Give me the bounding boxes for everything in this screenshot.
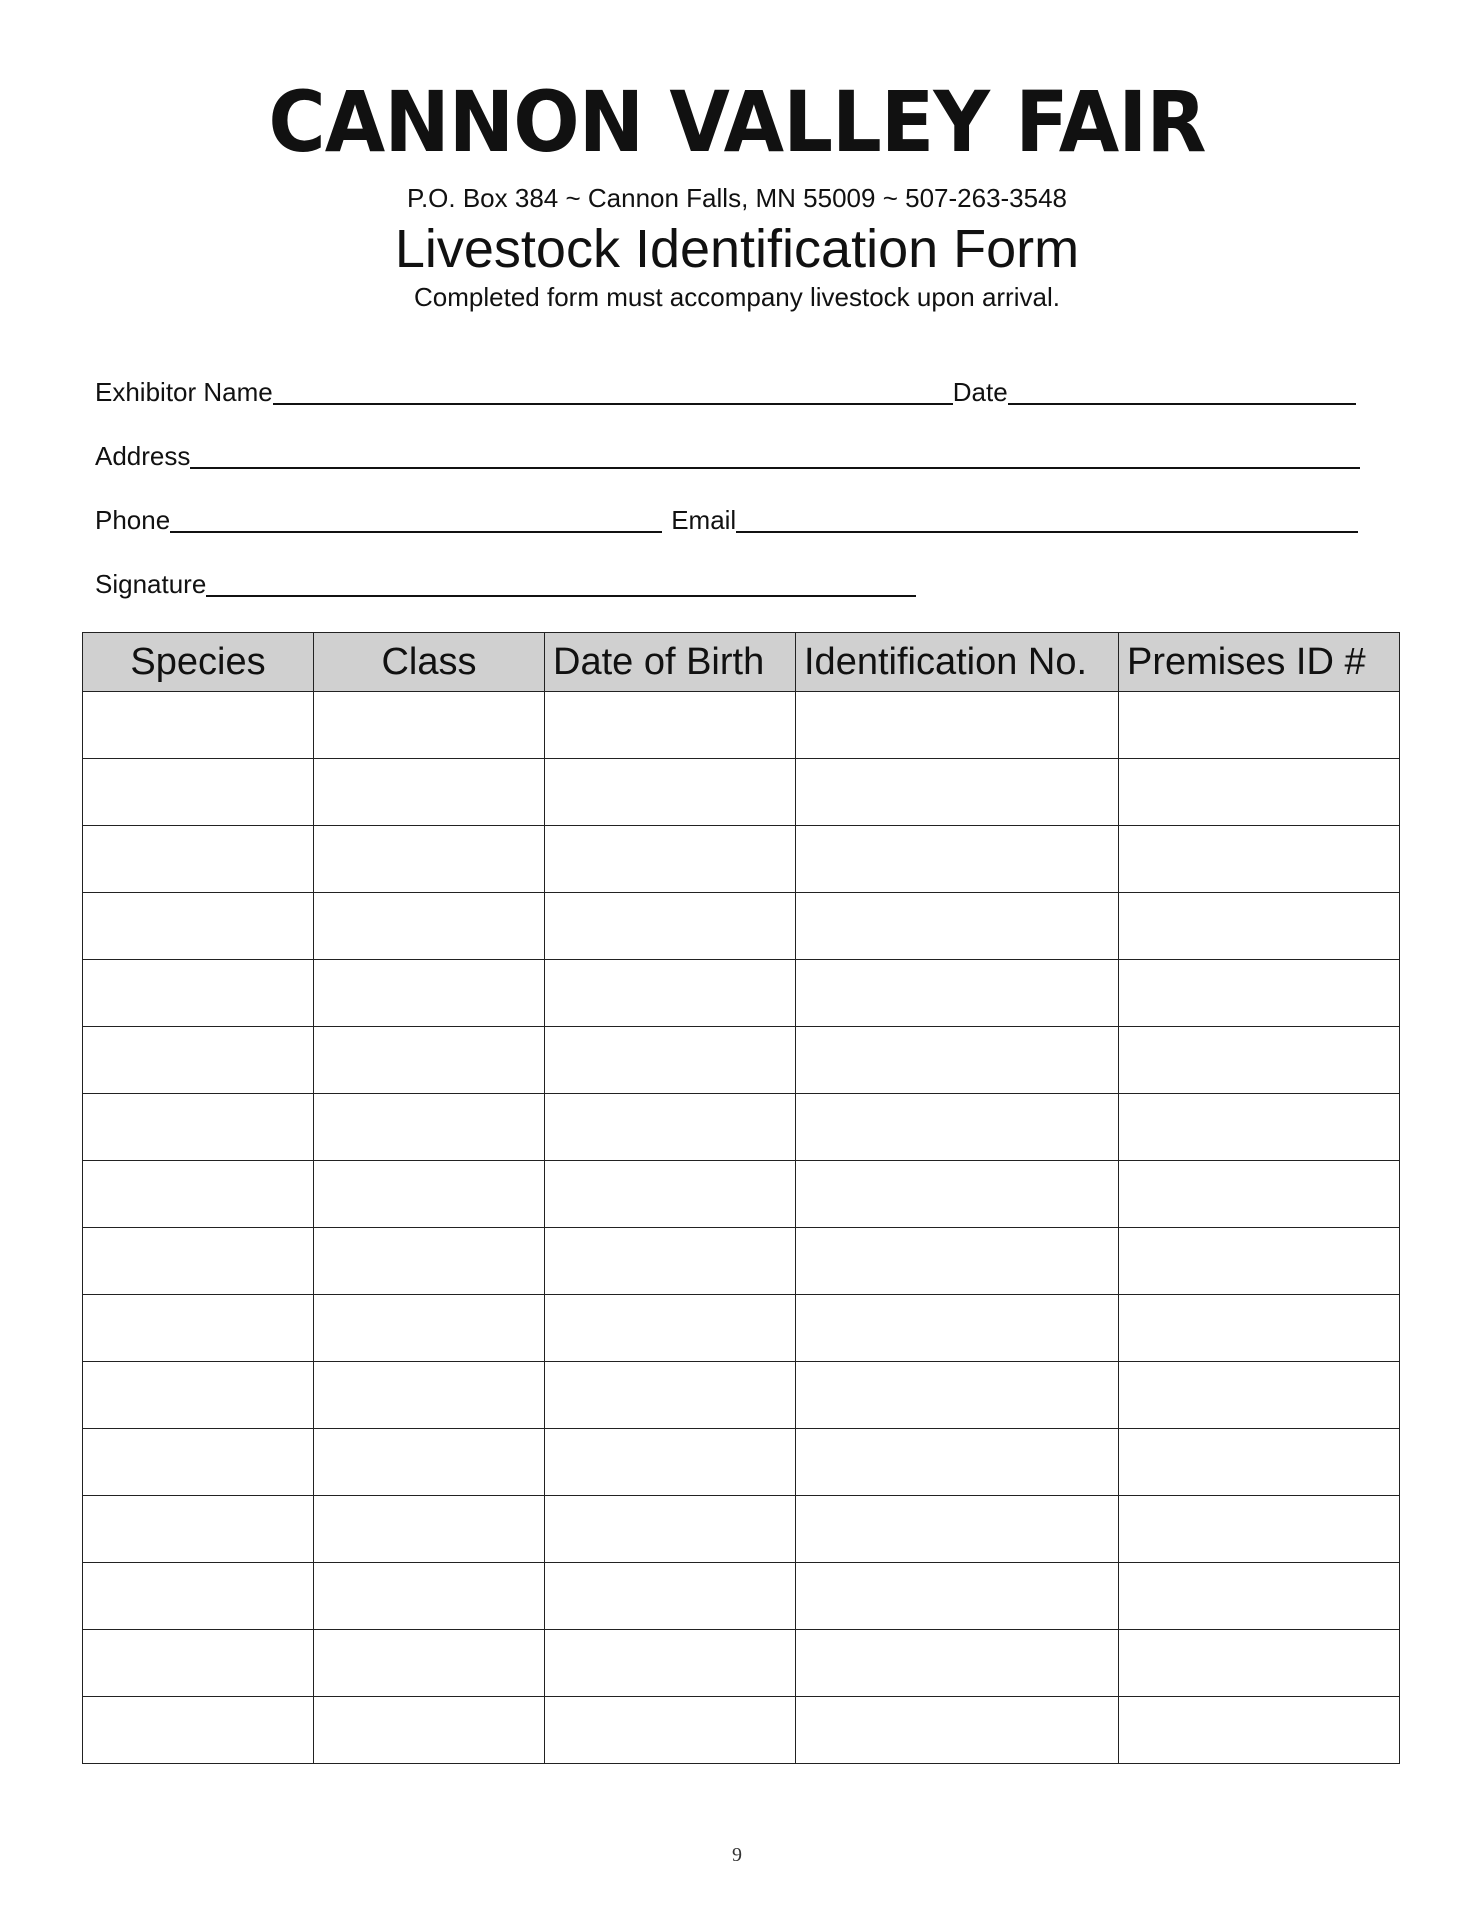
table-cell[interactable] <box>1119 1362 1400 1429</box>
email-label: Email <box>671 505 737 535</box>
table-cell[interactable] <box>314 692 545 759</box>
table-cell[interactable] <box>314 1630 545 1697</box>
contact-info: P.O. Box 384 ~ Cannon Falls, MN 55009 ~ 507-263-3548 <box>406 183 1068 213</box>
table-cell[interactable] <box>545 1228 796 1295</box>
table-cell[interactable] <box>83 1496 314 1563</box>
column-header-species: Species <box>83 633 314 692</box>
table-cell[interactable] <box>545 893 796 960</box>
table-cell[interactable] <box>314 1027 545 1094</box>
table-cell[interactable] <box>796 1295 1119 1362</box>
table-body <box>83 692 1400 1764</box>
form-subtitle: Livestock Identification Form <box>394 219 1080 279</box>
table-cell[interactable] <box>796 759 1119 826</box>
table-cell[interactable] <box>314 759 545 826</box>
table-row <box>83 960 1400 1027</box>
table-cell[interactable] <box>796 826 1119 893</box>
form-title: CANNON VALLEY FAIR <box>268 73 1206 171</box>
table-row <box>83 759 1400 826</box>
table-cell[interactable] <box>796 1094 1119 1161</box>
exhibitor-name-field[interactable] <box>273 379 953 405</box>
table-row <box>83 1295 1400 1362</box>
column-header-identification-no: Identification No. <box>796 633 1119 692</box>
table-cell[interactable] <box>83 1630 314 1697</box>
table-cell[interactable] <box>796 1630 1119 1697</box>
table-cell[interactable] <box>1119 1161 1400 1228</box>
table-cell[interactable] <box>796 960 1119 1027</box>
table-cell[interactable] <box>83 893 314 960</box>
table-cell[interactable] <box>796 893 1119 960</box>
table-cell[interactable] <box>1119 1429 1400 1496</box>
table-cell[interactable] <box>796 1362 1119 1429</box>
table-cell[interactable] <box>1119 692 1400 759</box>
table-cell[interactable] <box>83 1697 314 1764</box>
table-cell[interactable] <box>1119 893 1400 960</box>
table-cell[interactable] <box>545 1697 796 1764</box>
table-row <box>83 1697 1400 1764</box>
signature-row <box>95 569 916 599</box>
table-row <box>83 1094 1400 1161</box>
table-row <box>83 1429 1400 1496</box>
form-instruction: Completed form must accompany livestock upon arrival. <box>414 282 1060 312</box>
table-cell[interactable] <box>796 692 1119 759</box>
table-cell[interactable] <box>796 1563 1119 1630</box>
table-cell[interactable] <box>83 759 314 826</box>
table-cell[interactable] <box>545 1362 796 1429</box>
table-cell[interactable] <box>1119 960 1400 1027</box>
table-cell[interactable] <box>83 1295 314 1362</box>
table-cell[interactable] <box>314 826 545 893</box>
exhibitor-name-row <box>95 377 1356 407</box>
date-field[interactable] <box>1008 379 1356 405</box>
signature-field[interactable] <box>206 571 916 597</box>
table-cell[interactable] <box>83 692 314 759</box>
table-cell[interactable] <box>545 1094 796 1161</box>
exhibitor-name-label: Exhibitor Name <box>95 377 273 407</box>
table-cell[interactable] <box>545 759 796 826</box>
table-cell[interactable] <box>314 1697 545 1764</box>
email-field[interactable] <box>736 507 1358 533</box>
table-cell[interactable] <box>83 1094 314 1161</box>
table-cell[interactable] <box>796 1027 1119 1094</box>
table-row <box>83 893 1400 960</box>
livestock-table <box>82 632 1400 1764</box>
table-cell[interactable] <box>545 1161 796 1228</box>
address-field[interactable] <box>190 443 1360 469</box>
table-row <box>83 1362 1400 1429</box>
table-row <box>83 1496 1400 1563</box>
table-cell[interactable] <box>1119 1295 1400 1362</box>
table-cell[interactable] <box>314 1496 545 1563</box>
table-row <box>83 1161 1400 1228</box>
table-cell[interactable] <box>1119 759 1400 826</box>
table-cell[interactable] <box>1119 1027 1400 1094</box>
table-cell[interactable] <box>545 1295 796 1362</box>
table-cell[interactable] <box>83 960 314 1027</box>
table-cell[interactable] <box>545 960 796 1027</box>
table-cell[interactable] <box>83 1362 314 1429</box>
table-row <box>83 1563 1400 1630</box>
table-cell[interactable] <box>796 1161 1119 1228</box>
table-row <box>83 1228 1400 1295</box>
table-cell[interactable] <box>314 1094 545 1161</box>
table-cell[interactable] <box>545 1496 796 1563</box>
table-cell[interactable] <box>314 960 545 1027</box>
table-cell[interactable] <box>83 1228 314 1295</box>
table-row <box>83 1027 1400 1094</box>
signature-label: Signature <box>95 569 207 599</box>
table-cell[interactable] <box>83 1563 314 1630</box>
table-cell[interactable] <box>314 1362 545 1429</box>
phone-field[interactable] <box>170 507 662 533</box>
table-cell[interactable] <box>796 1429 1119 1496</box>
table-cell[interactable] <box>314 1429 545 1496</box>
table-cell[interactable] <box>796 1228 1119 1295</box>
table-cell[interactable] <box>1119 1228 1400 1295</box>
phone-label: Phone <box>95 505 171 535</box>
column-header-class: Class <box>314 633 545 692</box>
table-cell[interactable] <box>83 1027 314 1094</box>
table-cell[interactable] <box>796 1697 1119 1764</box>
table-cell[interactable] <box>545 692 796 759</box>
address-label: Address <box>95 441 191 471</box>
phone-email-row <box>95 505 1358 535</box>
table-cell[interactable] <box>314 1228 545 1295</box>
table-cell[interactable] <box>1119 1697 1400 1764</box>
table-cell[interactable] <box>314 893 545 960</box>
table-cell[interactable] <box>1119 1496 1400 1563</box>
table-row <box>83 826 1400 893</box>
table-cell[interactable] <box>1119 1094 1400 1161</box>
page-number: 9 <box>732 1844 742 1866</box>
table-cell[interactable] <box>314 1295 545 1362</box>
table-cell[interactable] <box>545 826 796 893</box>
table-cell[interactable] <box>545 1563 796 1630</box>
column-header-date-of-birth: Date of Birth <box>545 633 796 692</box>
table-cell[interactable] <box>83 1161 314 1228</box>
table-header-row <box>83 633 1400 692</box>
date-label: Date <box>952 377 1008 407</box>
table-cell[interactable] <box>545 1429 796 1496</box>
table-row <box>83 692 1400 759</box>
table-cell[interactable] <box>545 1630 796 1697</box>
table-cell[interactable] <box>83 826 314 893</box>
table-cell[interactable] <box>1119 1563 1400 1630</box>
address-row <box>95 441 1360 471</box>
table-cell[interactable] <box>83 1429 314 1496</box>
table-cell[interactable] <box>1119 1630 1400 1697</box>
table-cell[interactable] <box>314 1563 545 1630</box>
table-row <box>83 1630 1400 1697</box>
table-cell[interactable] <box>1119 826 1400 893</box>
table-cell[interactable] <box>545 1027 796 1094</box>
column-header-premises-id: Premises ID # <box>1119 633 1400 692</box>
table-cell[interactable] <box>796 1496 1119 1563</box>
table-cell[interactable] <box>314 1161 545 1228</box>
